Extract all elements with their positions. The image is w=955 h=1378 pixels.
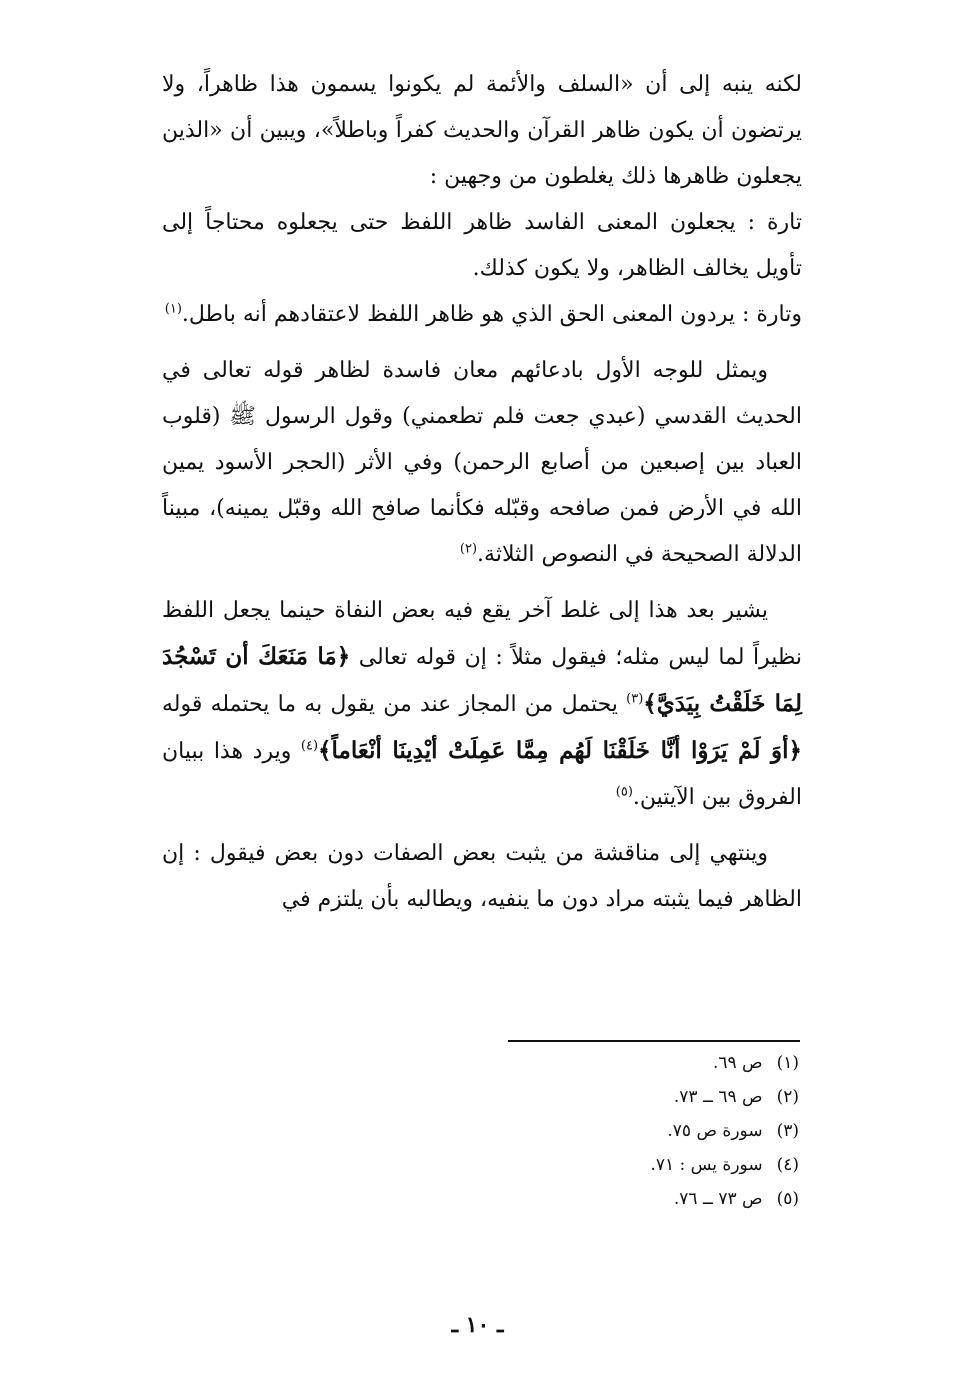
paragraph-text: تارة : يجعلون المعنى الفاسد ظاهر اللفظ حتى يجعلوه محتاجاً إلى تأويل يخالف الظاهر، ولا يكون كذلك.	[162, 210, 802, 281]
paragraph-text: ويرد هذا ببيان الفروق بين الآيتين.	[162, 739, 802, 810]
paragraph-text: وينتهي إلى مناقشة من يثبت بعض الصفات دون بعض فيقول : إن الظاهر فيما يثبته مراد دون ما ينفيه، ويطالبه بأن يلتزم في	[162, 841, 802, 912]
paragraph	[162, 588, 802, 821]
paragraph	[162, 831, 802, 923]
footnote-reference: (٢)	[459, 541, 478, 557]
quran-verse: ﴿أوَ لَمْ يَرَوْا أنَّا خَلَقْنَا لَهُم مِمَّا عَمِلَتْ أيْدِينَا أنْعَاماً﴾	[318, 737, 802, 764]
footnote-item	[399, 1114, 799, 1148]
paragraph	[162, 348, 802, 578]
footnote-separator	[508, 1040, 800, 1042]
footnote-reference: (١)	[164, 301, 182, 317]
footnote-text: سورة يس : ٧١.	[650, 1155, 763, 1175]
paragraph-text: يشير بعد هذا إلى غلط آخر يقع فيه بعض النفاة حينما يجعل اللفظ نظيراً لما ليس مثله؛ فيقول مثلاً : إن قوله تعالى	[162, 598, 803, 670]
paragraph-text: وتارة : يردون المعنى الحق الذي هو ظاهر اللفظ لاعتقادهم أنه باطل.	[181, 302, 802, 327]
paragraph	[162, 292, 802, 338]
footnote-item	[399, 1080, 799, 1114]
main-text	[162, 62, 802, 923]
paragraph	[162, 62, 802, 200]
paragraph	[162, 200, 802, 292]
footnote-number: (٥)	[776, 1189, 799, 1209]
footnotes	[399, 1046, 799, 1216]
page-number: ـ ١٠ ـ	[451, 1312, 504, 1338]
footnote-text: ص ٧٣ ــ ٧٦.	[673, 1189, 763, 1209]
footnote-item	[399, 1046, 799, 1080]
footnote-reference: (٣)	[626, 691, 644, 707]
paragraph-text: ويمثل للوجه الأول بادعائهم معان فاسدة لظاهر قوله تعالى في الحديث القدسي (عبدي جعت فلم تطعمني) وقول الرسول ﷺ (قلوب العباد بين إصبعين من أصابع الرحمن) وفي الأثر (الحجر الأسود يمين الله في الأرض فمن صافحه وقبّله فكأنما صافح الله وقبّل يمينه)، مبيناً الدلالة الصحيحة في النصوص الثلاثة.	[162, 358, 802, 567]
paragraph-text: يحتمل من المجاز عند من يقول به ما يحتمله قوله	[162, 692, 627, 717]
footnote-reference: (٤)	[300, 738, 319, 754]
footnote-item	[399, 1182, 799, 1216]
footnote-reference: (٥)	[615, 784, 633, 800]
footnote-text: ص ٦٩.	[712, 1053, 763, 1073]
paragraph-text: لكنه ينبه إلى أن «السلف والأئمة لم يكونوا يسمون هذا ظاهراً، ولا يرتضون أن يكون ظاهر القرآن والحديث كفراً وباطلاً»، ويبين أن «الذين يجعلون ظاهرها ذلك يغلطون من وجهين :	[162, 72, 802, 189]
footnote-number: (٤)	[776, 1155, 799, 1175]
quran-verse: ﴿مَا مَنَعَكَ أن تَسْجُدَ لِمَا خَلَقْتُ بِيَدَيَّ﴾	[162, 643, 802, 717]
footnote-text: سورة ص ٧٥.	[667, 1121, 763, 1141]
footnote-number: (١)	[776, 1053, 799, 1073]
footnote-text: ص ٦٩ ــ ٧٣.	[673, 1087, 763, 1107]
footnote-number: (٢)	[776, 1087, 799, 1107]
footnote-item	[399, 1148, 799, 1182]
footnote-number: (٣)	[776, 1121, 799, 1141]
